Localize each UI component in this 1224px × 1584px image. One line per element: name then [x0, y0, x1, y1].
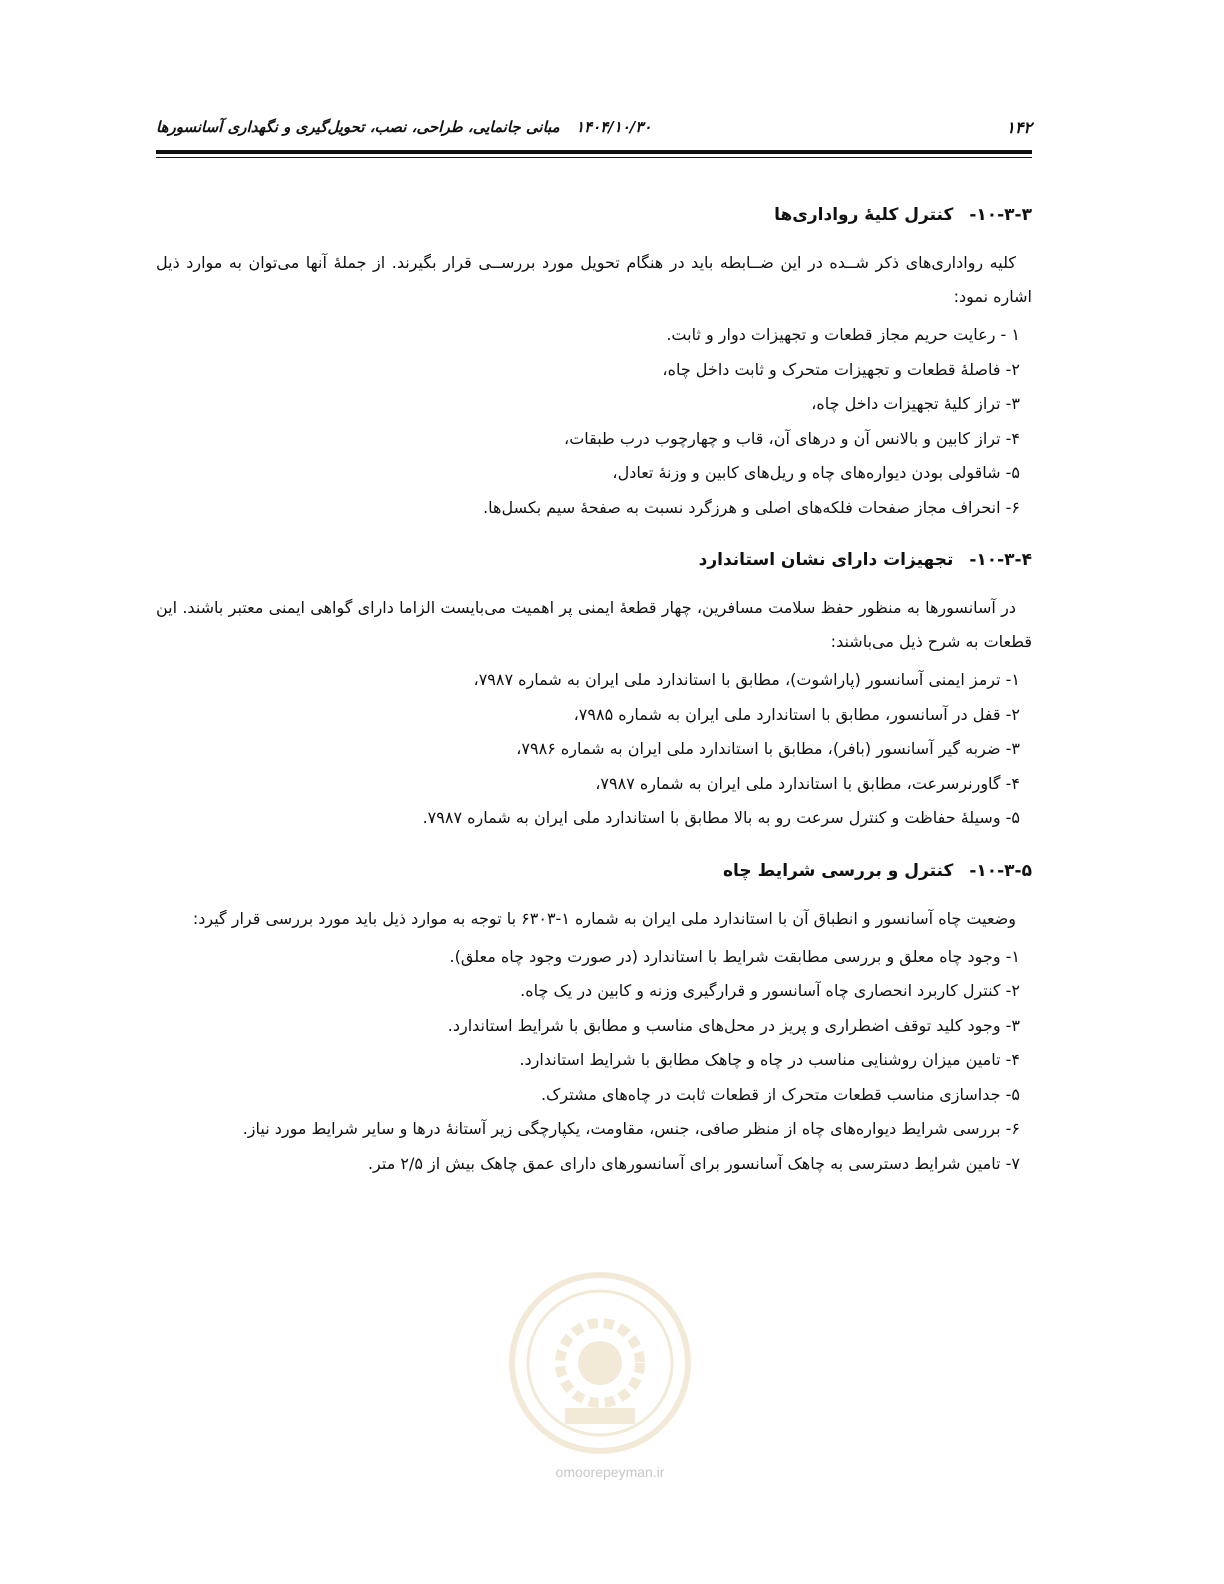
list-item: ۵- جداسازی مناسب قطعات متحرک از قطعات ثابت در چاه‌های مشترک. — [540, 1084, 1020, 1104]
section-number: ۱۰-۳-۳- — [969, 205, 1032, 225]
list-item: ۲- قفل در آسانسور، مطابق با استاندارد ملی ایران به شماره ۷۹۸۵، — [573, 704, 1020, 724]
list-item: ۲- کنترل کاربرد انحصاری چاه آسانسور و قرارگیری وزنه و کابین در یک چاه. — [520, 981, 1020, 1000]
section-title: تجهیزات دارای نشان استاندارد — [698, 550, 954, 570]
item-list — [156, 318, 1032, 525]
section-shaft-conditions — [156, 854, 1032, 1182]
list-item: ۱- ترمز ایمنی آسانسور (پاراشوت)، مطابق با استاندارد ملی ایران به شماره ۷۹۸۷، — [473, 670, 1020, 689]
list-item: ۶- انحراف مجاز صفحات فلکه‌های اصلی و هرزگرد نسبت به صفحهٔ سیم بکسل‌ها. — [483, 497, 1020, 517]
section-heading — [156, 854, 1032, 888]
list-item: ۵- وسیلهٔ حفاظت و کنترل سرعت رو به بالا مطابق با استاندارد ملی ایران به شماره ۷۹۸۷. — [422, 808, 1020, 827]
section-title: کنترل و بررسی شرایط چاه — [723, 860, 954, 881]
section-heading — [156, 543, 1032, 577]
list-item: ۷- تامین شرایط دسترسی به چاهک آسانسور برای آسانسورهای دارای عمق چاهک بیش از ۲/۵ متر. — [367, 1153, 1020, 1173]
section-paragraph: کلیه رواداری‌های ذکر شــده در این ضــابطه باید در هنگام تحویل مورد بررســی قرار بگیرند. از جملهٔ آنها می‌توان به موارد ذیل اشاره نمود: — [156, 253, 1032, 306]
item-list — [156, 663, 1032, 836]
list-item: ۴- تراز کابین و بالانس آن و درهای آن، قاب و چهارچوب درب طبقات، — [564, 428, 1020, 448]
list-item: ۴- گاورنرسرعت، مطابق با استاندارد ملی ایران به شماره ۷۹۸۷، — [595, 773, 1020, 793]
list-item: ۲- فاصلهٔ قطعات و تجهیزات متحرک و ثابت داخل چاه، — [662, 359, 1020, 379]
running-header — [156, 118, 1032, 148]
list-item: ۳- تراز کلیهٔ تجهیزات داخل چاه، — [811, 394, 1020, 413]
list-item: ۵- شاقولی بودن دیواره‌های چاه و ریل‌های کابین و وزنهٔ تعادل، — [612, 463, 1020, 482]
section-tolerances — [156, 198, 1032, 525]
list-item: ۱- وجود چاه معلق و بررسی مطابقت شرایط با استاندارد (در صورت وجود چاه معلق). — [449, 946, 1020, 966]
list-item: ۳- وجود کلید توقف اضطراری و پریز در محل‌های مناسب و مطابق با شرایط استاندارد. — [447, 1015, 1020, 1035]
section-standard-equipment — [156, 543, 1032, 836]
header-rule-thin — [156, 157, 1032, 158]
header-date: ۱۴۰۴/۱۰/۳۰ — [576, 118, 652, 136]
watermark-seal — [505, 1268, 695, 1458]
section-paragraph: در آسانسورها به منظور حفظ سلامت مسافرین، چهار قطعهٔ ایمنی پر اهمیت می‌بایست الزاما دارای گواهی ایمنی معتبر باشند. این قطعات به شرح ذیل می‌باشند: — [156, 598, 1032, 651]
section-number: ۱۰-۳-۴- — [969, 550, 1032, 570]
page-body — [156, 198, 1032, 1199]
list-item: ۱ - رعایت حریم مجاز قطعات و تجهیزات دوار و ثابت. — [666, 325, 1020, 344]
section-heading — [156, 198, 1032, 232]
section-paragraph: وضعیت چاه آسانسور و انطباق آن با استاندارد ملی ایران به شماره ۱-۶۳۰۳ با توجه به موارد ذیل باید مورد بررسی قرار گیرد: — [192, 908, 1016, 928]
watermark-url: omoorepeyman.ir — [555, 1464, 665, 1480]
list-item: ۶- بررسی شرایط دیواره‌های چاه از منظر صافی، جنس، مقاومت، یکپارچگی زیر آستانهٔ درها و سایر شرایط مورد نیاز. — [242, 1119, 1020, 1138]
list-item: ۳- ضربه گیر آسانسور (بافر)، مطابق با استاندارد ملی ایران به شماره ۷۹۸۶، — [516, 739, 1020, 758]
list-item: ۴- تامین میزان روشنایی مناسب در چاه و چاهک مطابق با شرایط استاندارد. — [519, 1050, 1020, 1069]
section-title: کنترل کلیهٔ رواداری‌ها — [774, 205, 954, 225]
page-number: ۱۴۲ — [1006, 118, 1032, 137]
header-title: مبانی جانمایی، طراحی، نصب، تحویل‌گیری و نگهداری آسانسورها — [156, 118, 560, 136]
item-list — [156, 940, 1032, 1182]
header-rule-thick — [156, 150, 1032, 154]
section-number: ۱۰-۳-۵- — [969, 860, 1032, 881]
